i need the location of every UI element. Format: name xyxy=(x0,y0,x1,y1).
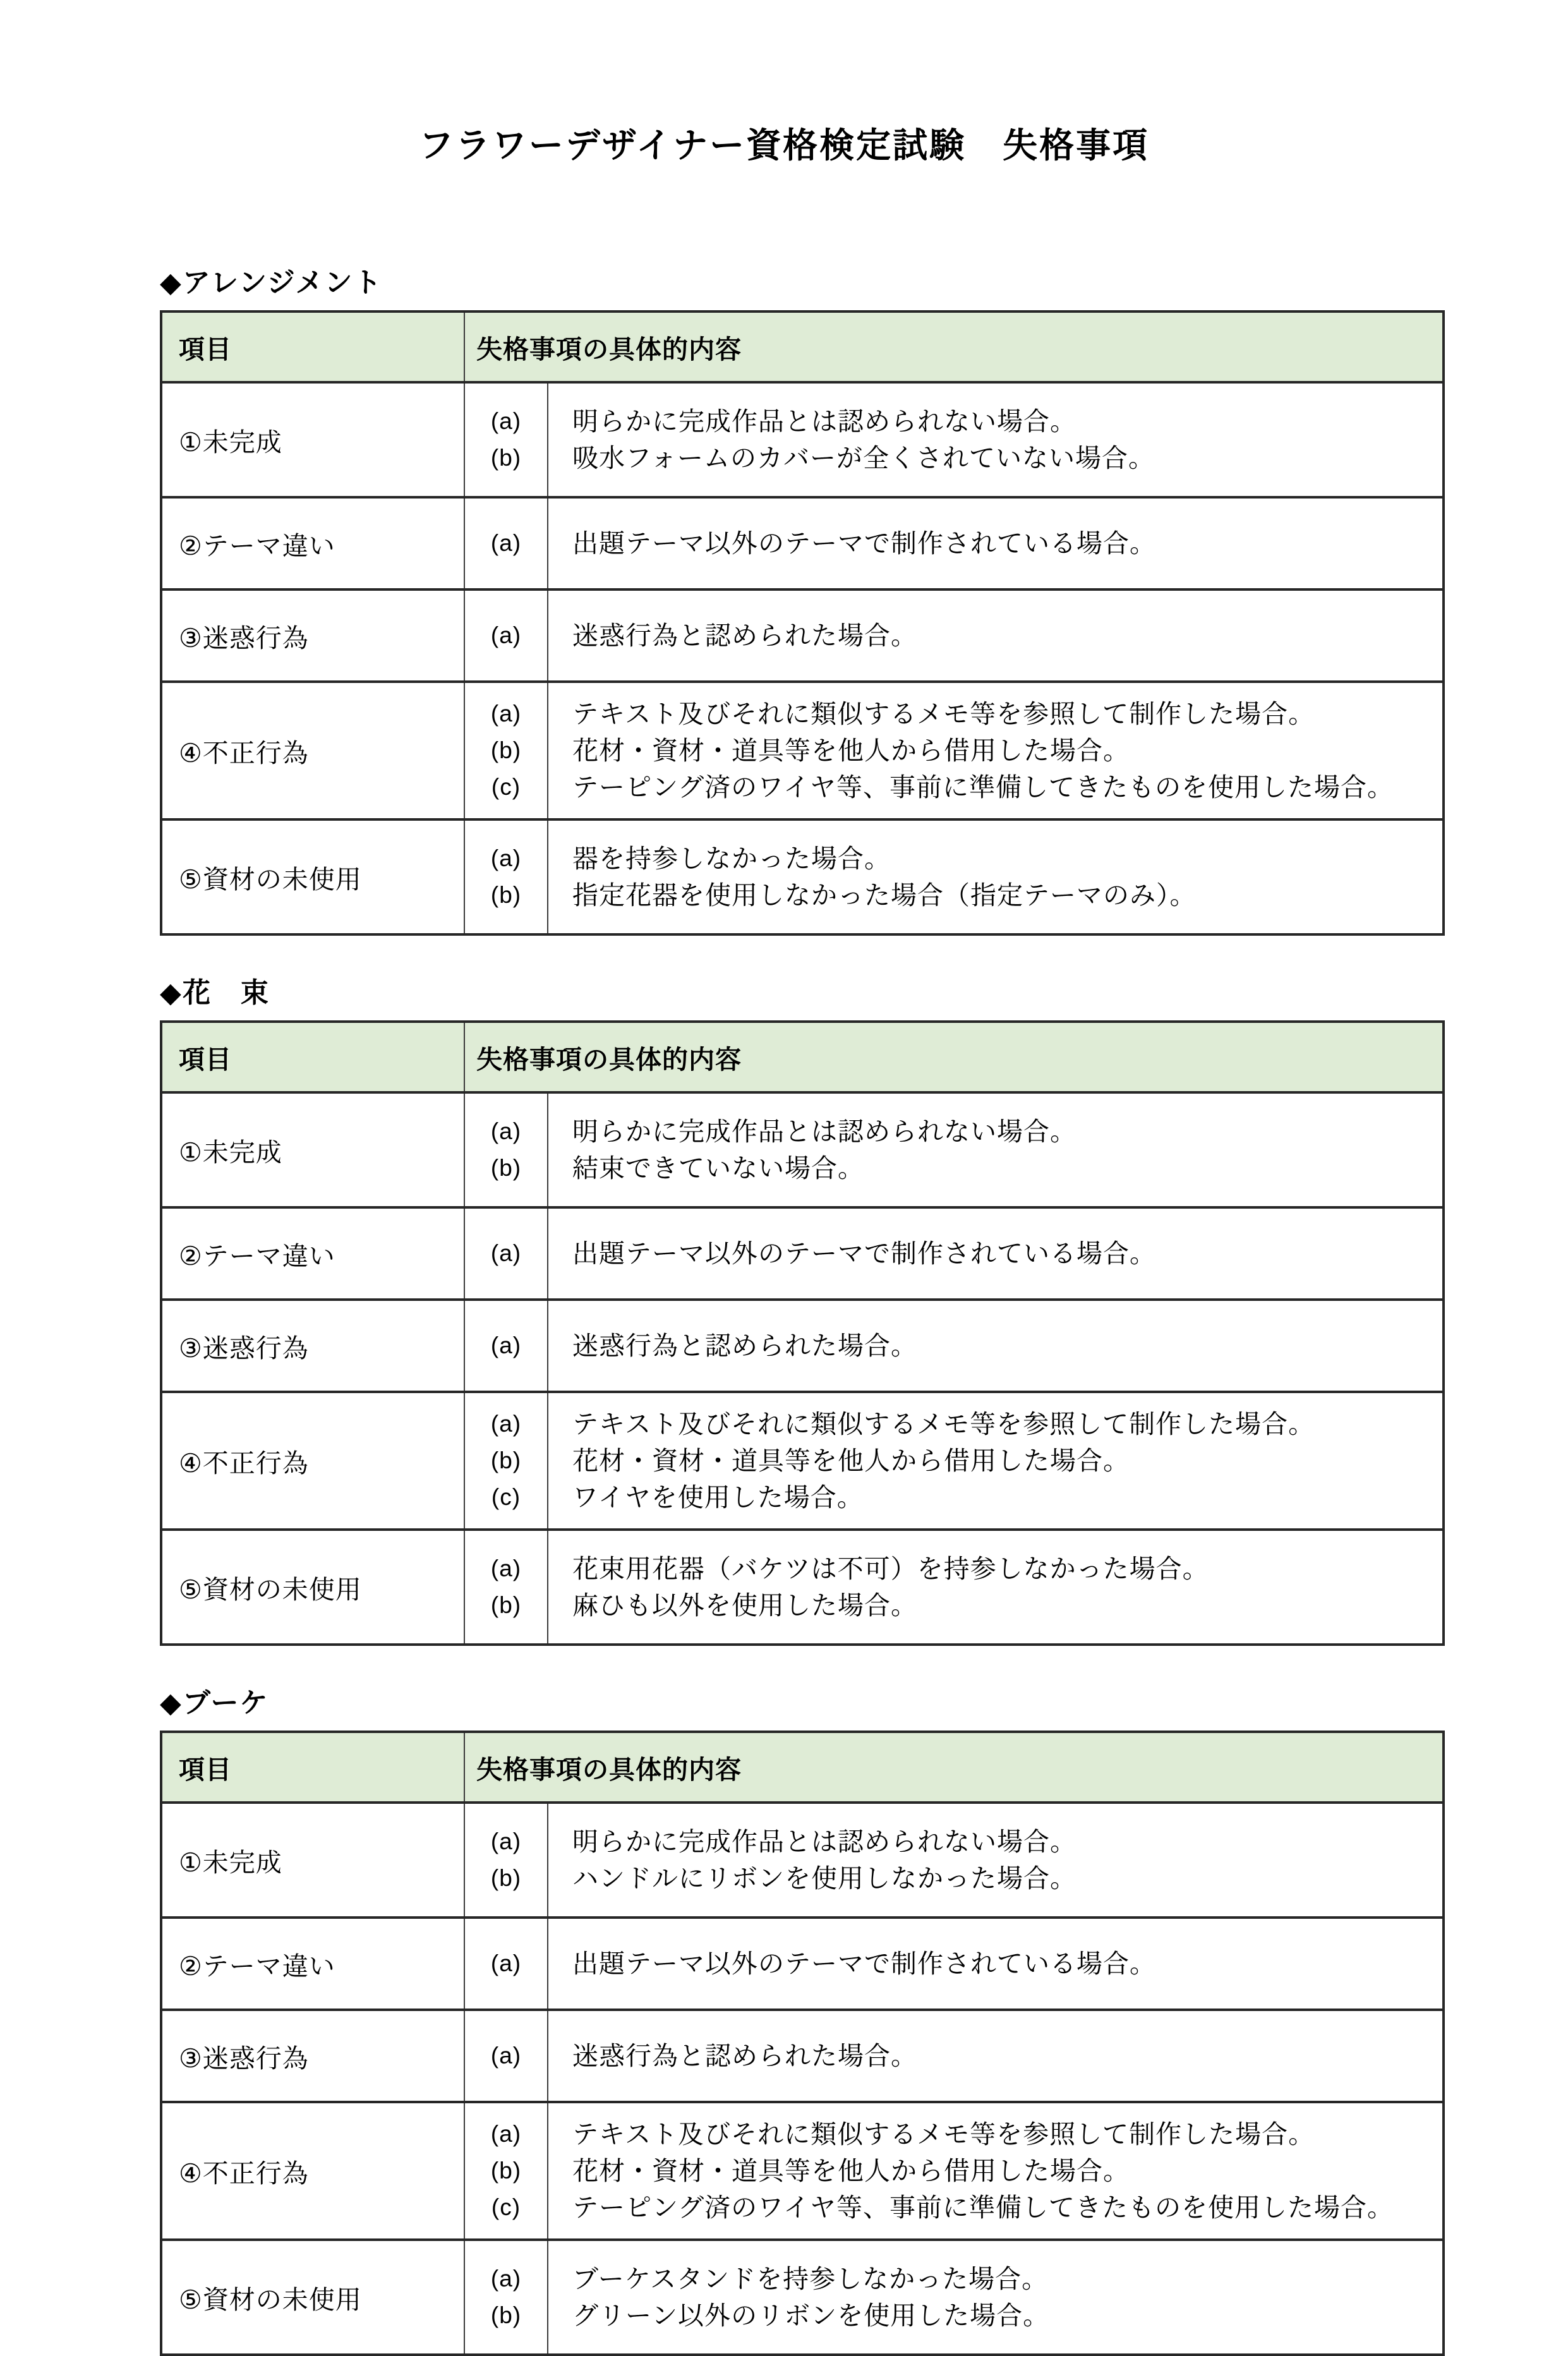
table-row-wrong-theme xyxy=(161,1207,1444,1300)
table-row-incomplete xyxy=(161,1803,1444,1918)
entry-text: 花材・資材・道具等を他人から借用した場合。 xyxy=(572,736,1130,765)
item-cell: ①未完成 xyxy=(161,1803,464,1918)
entry-label-cell xyxy=(464,497,548,589)
entry-label-cell xyxy=(464,382,548,497)
item-cell: ⑤資材の未使用 xyxy=(161,1530,464,1645)
table-row-nuisance xyxy=(161,2010,1444,2102)
table-header-row xyxy=(161,1022,1444,1092)
section-bouquet xyxy=(0,1680,1568,2356)
entry-text: 結束できていない場合。 xyxy=(572,1154,864,1183)
section-heading-hanataba: ◆花 束 xyxy=(160,977,270,1008)
table-row-cheating xyxy=(161,682,1444,819)
entry-label: (b) xyxy=(490,445,522,471)
column-header-item: 項目 xyxy=(161,1022,464,1092)
table-row-wrong-theme xyxy=(161,497,1444,589)
entry-text: グリーン以外のリボンを使用した場合。 xyxy=(572,2301,1050,2330)
entry-label: (a) xyxy=(490,408,522,434)
entry-text-cell xyxy=(548,589,1444,682)
table-row-unused-materials xyxy=(161,2240,1444,2355)
entry-text: 明らかに完成作品とは認められない場合。 xyxy=(572,407,1076,436)
entry-label-cell xyxy=(464,1918,548,2010)
entry-label: (a) xyxy=(490,1332,522,1358)
entry-label-cell xyxy=(464,1207,548,1300)
entry-label-cell xyxy=(464,1392,548,1530)
entry-text: 明らかに完成作品とは認められない場合。 xyxy=(572,1117,1076,1146)
entry-label: (a) xyxy=(490,2266,522,2292)
entry-label: (a) xyxy=(490,701,522,727)
entry-text-cell xyxy=(548,819,1444,934)
entry-text: 花束用花器（バケツは不可）を持参しなかった場合。 xyxy=(572,1554,1209,1583)
entry-text: ハンドルにリボンを使用しなかった場合。 xyxy=(572,1864,1076,1893)
entry-text-cell xyxy=(548,1918,1444,2010)
entry-label-cell xyxy=(464,2102,548,2240)
entry-label-cell xyxy=(464,1300,548,1392)
entry-text: 出題テーマ以外のテーマで制作されている場合。 xyxy=(572,1239,1156,1268)
entry-label: (b) xyxy=(490,1592,522,1618)
entry-label: (b) xyxy=(490,882,522,908)
entry-label: (a) xyxy=(490,1556,522,1581)
entry-label: (c) xyxy=(491,774,521,800)
page-title: フラワーデザイナー資格検定試験 失格事項 xyxy=(418,126,1150,165)
entry-text-cell xyxy=(548,497,1444,589)
entry-text: 迷惑行為と認められた場合。 xyxy=(572,621,917,650)
item-cell: ②テーマ違い xyxy=(161,497,464,589)
entry-text: 麻ひも以外を使用した場合。 xyxy=(572,1591,917,1620)
item-cell: ③迷惑行為 xyxy=(161,2010,464,2102)
column-header-detail: 失格事項の具体的内容 xyxy=(464,1022,1444,1092)
entry-text: 指定花器を使用しなかった場合（指定テーマのみ）。 xyxy=(572,881,1197,910)
table-row-nuisance xyxy=(161,1300,1444,1392)
item-cell: ①未完成 xyxy=(161,1092,464,1207)
entry-label: (b) xyxy=(490,2302,522,2328)
entry-text: 迷惑行為と認められた場合。 xyxy=(572,2041,917,2070)
entry-label: (a) xyxy=(490,1828,522,1854)
column-header-detail: 失格事項の具体的内容 xyxy=(464,1732,1444,1803)
entry-text: ブーケスタンドを持参しなかった場合。 xyxy=(572,2264,1049,2293)
entry-label-cell xyxy=(464,2240,548,2355)
entry-text: 器を持参しなかった場合。 xyxy=(572,844,891,873)
entry-text: 明らかに完成作品とは認められない場合。 xyxy=(572,1827,1076,1856)
entry-label: (b) xyxy=(490,1447,522,1473)
entry-label: (a) xyxy=(490,1950,522,1976)
entry-text: 花材・資材・道具等を他人から借用した場合。 xyxy=(572,2156,1130,2185)
entry-label-cell xyxy=(464,819,548,934)
table-row-unused-materials xyxy=(161,819,1444,934)
table-row-unused-materials xyxy=(161,1530,1444,1645)
table-row-wrong-theme xyxy=(161,1918,1444,2010)
table-row-incomplete xyxy=(161,1092,1444,1207)
entry-label: (b) xyxy=(490,2158,522,2184)
entry-text: 迷惑行為と認められた場合。 xyxy=(572,1331,917,1360)
entry-text-cell xyxy=(548,2102,1444,2240)
entry-text: テキスト及びそれに類似するメモ等を参照して制作した場合。 xyxy=(572,2120,1315,2149)
entry-text: テーピング済のワイヤ等、事前に準備してきたものを使用した場合。 xyxy=(572,2193,1394,2222)
entry-label: (c) xyxy=(491,2194,521,2220)
column-header-item: 項目 xyxy=(161,311,464,382)
item-cell: ⑤資材の未使用 xyxy=(161,2240,464,2355)
item-cell: ④不正行為 xyxy=(161,682,464,819)
column-header-item: 項目 xyxy=(161,1732,464,1803)
entry-label: (a) xyxy=(490,2043,522,2069)
entry-text-cell xyxy=(548,1803,1444,1918)
entry-label-cell xyxy=(464,1803,548,1918)
entry-text: テーピング済のワイヤ等、事前に準備してきたものを使用した場合。 xyxy=(572,773,1394,802)
entry-label-cell xyxy=(464,682,548,819)
table-row-cheating xyxy=(161,1392,1444,1530)
table-header-row xyxy=(161,311,1444,382)
entry-text: ワイヤを使用した場合。 xyxy=(572,1483,864,1512)
entry-text-cell xyxy=(548,1392,1444,1530)
section-arrangement xyxy=(0,260,1568,936)
entry-text-cell xyxy=(548,682,1444,819)
table-row-nuisance xyxy=(161,589,1444,682)
entry-text-cell xyxy=(548,1092,1444,1207)
item-cell: ①未完成 xyxy=(161,382,464,497)
item-cell: ③迷惑行為 xyxy=(161,589,464,682)
hanataba-table xyxy=(160,1020,1445,1646)
entry-label: (a) xyxy=(490,622,522,648)
section-heading-bouquet: ◆ブーケ xyxy=(160,1688,269,1719)
entry-label-cell xyxy=(464,1092,548,1207)
entry-text-cell xyxy=(548,1530,1444,1645)
entry-text-cell xyxy=(548,1300,1444,1392)
table-header-row xyxy=(161,1732,1444,1803)
document-page xyxy=(0,118,1568,2335)
entry-text-cell xyxy=(548,2240,1444,2355)
entry-label: (a) xyxy=(490,530,522,556)
entry-label: (a) xyxy=(490,1118,522,1144)
table-row-cheating xyxy=(161,2102,1444,2240)
arrangement-table xyxy=(160,310,1445,936)
bouquet-table xyxy=(160,1731,1445,2356)
item-cell: ②テーマ違い xyxy=(161,1207,464,1300)
entry-text: 花材・資材・道具等を他人から借用した場合。 xyxy=(572,1446,1130,1475)
column-header-detail: 失格事項の具体的内容 xyxy=(464,311,1444,382)
item-cell: ②テーマ違い xyxy=(161,1918,464,2010)
entry-label-cell xyxy=(464,1530,548,1645)
entry-label: (a) xyxy=(490,1411,522,1437)
entry-text-cell xyxy=(548,2010,1444,2102)
entry-label: (b) xyxy=(490,737,522,763)
item-cell: ④不正行為 xyxy=(161,2102,464,2240)
section-hanataba xyxy=(0,970,1568,1646)
entry-label: (a) xyxy=(490,1240,522,1266)
entry-text: テキスト及びそれに類似するメモ等を参照して制作した場合。 xyxy=(572,699,1315,728)
entry-label: (b) xyxy=(490,1155,522,1181)
entry-text-cell xyxy=(548,1207,1444,1300)
section-heading-arrangement: ◆アレンジメント xyxy=(160,267,383,298)
item-cell: ③迷惑行為 xyxy=(161,1300,464,1392)
entry-text: 吸水フォームのカバーが全くされていない場合。 xyxy=(572,444,1155,473)
entry-text: 出題テーマ以外のテーマで制作されている場合。 xyxy=(572,1949,1156,1978)
item-cell: ⑤資材の未使用 xyxy=(161,819,464,934)
entry-label: (c) xyxy=(491,1484,521,1510)
entry-text-cell xyxy=(548,382,1444,497)
entry-label-cell xyxy=(464,2010,548,2102)
entry-text: 出題テーマ以外のテーマで制作されている場合。 xyxy=(572,529,1156,558)
entry-text: テキスト及びそれに類似するメモ等を参照して制作した場合。 xyxy=(572,1410,1315,1439)
table-row-incomplete xyxy=(161,382,1444,497)
entry-label: (a) xyxy=(490,845,522,871)
item-cell: ④不正行為 xyxy=(161,1392,464,1530)
entry-label: (a) xyxy=(490,2121,522,2147)
entry-label: (b) xyxy=(490,1865,522,1891)
entry-label-cell xyxy=(464,589,548,682)
